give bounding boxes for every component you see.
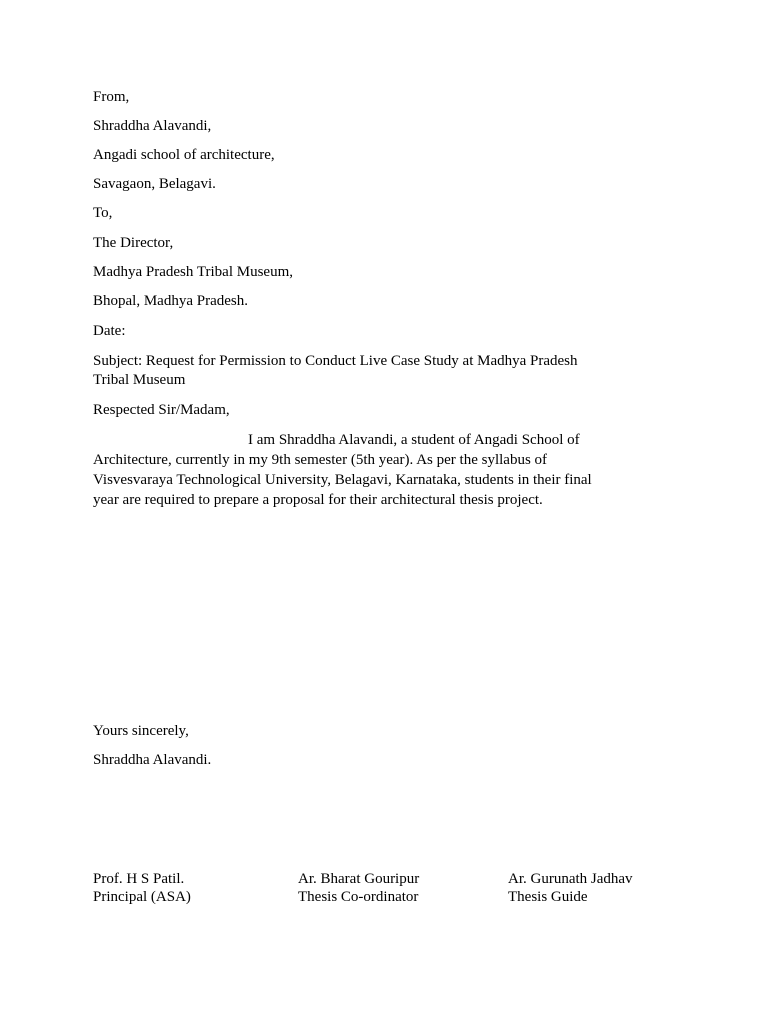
date-label: Date: [93, 323, 126, 339]
signatory-guide [508, 870, 633, 906]
signatory-name: Ar. Gurunath Jadhav [508, 871, 633, 887]
signatory-role: Thesis Guide [508, 889, 588, 905]
recipient-title: The Director, [93, 235, 174, 251]
sender-name: Shraddha Alavandi, [93, 118, 212, 134]
recipient-address: Bhopal, Madhya Pradesh. [93, 293, 248, 309]
signatory-name: Ar. Bharat Gouripur [298, 871, 420, 887]
from-label: From, [93, 89, 130, 105]
body-line-2: Architecture, currently in my 9th semester (5th year). As per the syllabus of [93, 452, 548, 468]
sender-address: Savagaon, Belagavi. [93, 176, 216, 192]
body-line-4: year are required to prepare a proposal for their architectural thesis project. [93, 492, 543, 508]
signatory-coordinator [298, 870, 419, 906]
signatory-principal [93, 870, 191, 906]
to-label: To, [93, 205, 113, 221]
recipient-organization: Madhya Pradesh Tribal Museum, [93, 264, 293, 280]
subject-line-2: Tribal Museum [93, 372, 186, 388]
signature-name: Shraddha Alavandi. [93, 752, 212, 768]
sender-school: Angadi school of architecture, [93, 147, 275, 163]
body-line-3: Visvesvaraya Technological University, Belagavi, Karnataka, students in their final [93, 472, 592, 488]
signatory-name: Prof. H S Patil. [93, 871, 185, 887]
subject-line-1: Subject: Request for Permission to Conduct Live Case Study at Madhya Pradesh [93, 353, 578, 369]
signatory-role: Thesis Co-ordinator [298, 889, 419, 905]
valediction: Yours sincerely, [93, 723, 189, 739]
body-line-1: I am Shraddha Alavandi, a student of Angadi School of [248, 432, 580, 448]
signatory-role: Principal (ASA) [93, 889, 191, 905]
body-paragraph [93, 430, 668, 510]
salutation: Respected Sir/Madam, [93, 402, 230, 418]
